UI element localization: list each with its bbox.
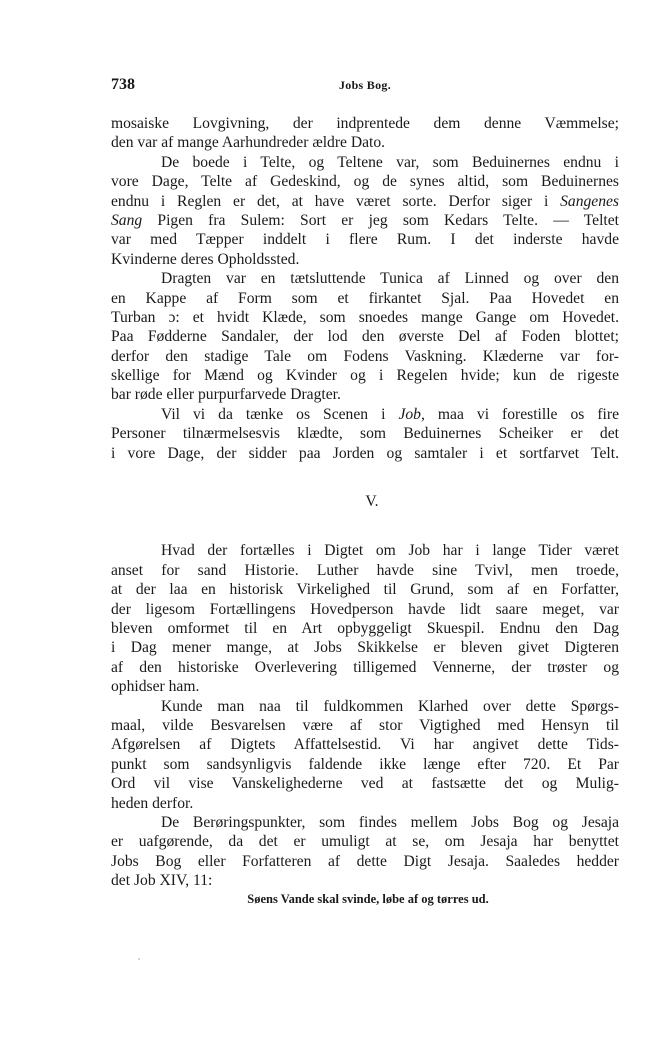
text-line: [111, 405, 619, 424]
paragraph: [111, 269, 619, 405]
running-head: Jobs Bog.: [338, 78, 392, 92]
text-line: Hvad der fortælles i Digtet om Job har i lange Tider været: [161, 542, 619, 560]
page-header: [111, 76, 619, 98]
page-number: 738: [111, 76, 135, 93]
text-line: Dragten var en tætsluttende Tunica af Linned og over den: [161, 270, 619, 288]
paragraph: [111, 153, 619, 269]
text-line: bleven omformet til en Art opbyggeligt Skuespil. Endnu den Dag: [111, 619, 619, 637]
section-heading: V.: [365, 493, 379, 511]
text-line: maal, vilde Besvarelsen være af stor Vigtighed med Hensyn til: [111, 716, 619, 734]
text-line: i Dag mener mange, at Jobs Skikkelse er bleven givet Digteren: [111, 639, 619, 657]
text-line: var med Tæpper inddelt i flere Rum. I det inderste havde: [111, 231, 619, 249]
italic-title: Job,: [398, 405, 425, 423]
paragraph: [111, 405, 619, 463]
text-fragment: Vil vi da tænke os Scenen i: [161, 405, 386, 423]
text-fragment: maa vi forestille os fire: [437, 405, 620, 423]
page-body: [111, 114, 619, 908]
paragraph: [111, 541, 619, 696]
text-line: punkt som sandsynligvis faldende ikke længe efter 720. Et Par: [111, 755, 619, 773]
text-fragment: Pigen fra Sulem: Sort er jeg som Kedars Telte. — Teltet: [157, 211, 619, 229]
text-line: [111, 192, 619, 211]
text-line: skellige for Mænd og Kvinder og i Regelen hvide; kun de rigeste: [111, 367, 619, 385]
text-line: ophidser ham.: [111, 678, 200, 696]
italic-title: Sangenes: [560, 192, 619, 210]
block-quote: Søens Vande skal svinde, løbe af og tørres ud.: [247, 892, 489, 907]
text-line: Personer tilnærmelsesvis klædte, som Beduinernes Scheiker er det: [111, 425, 619, 443]
paragraph: [111, 813, 619, 891]
text-line: af den historiske Overlevering tilligemed Vennerne, der trøster og: [111, 658, 619, 676]
text-line: er uafgørende, da det er umuligt at se, om Jesaja har benyttet: [111, 833, 619, 851]
text-line: der ligesom Fortællingens Hovedperson havde lidt saare meget, var: [111, 600, 619, 618]
text-line: Kvinderne deres Opholdssted.: [111, 250, 300, 268]
text-line: anset for sand Historie. Luther havde sine Tvivl, men troede,: [111, 561, 619, 579]
text-line: [111, 211, 619, 230]
italic-title: Sang: [111, 211, 143, 229]
paragraph: [111, 114, 619, 153]
text-line: Paa Fødderne Sandaler, der lod den øverste Del af Foden blottet;: [111, 328, 619, 346]
text-line: Turban ɔ: et hvidt Klæde, som snoedes mange Gange om Hovedet.: [111, 308, 619, 326]
text-line: derfor den stadige Tale om Fodens Vaskning. Klæderne var for-: [111, 347, 619, 365]
text-fragment: endnu i Reglen er det, at have været sorte. Derfor siger i: [111, 192, 549, 210]
text-line: i vore Dage, der sidder paa Jorden og samtaler i et sortfarvet Telt.: [111, 444, 619, 462]
scan-speck: [138, 958, 140, 960]
text-line: en Kappe af Form som et firkantet Sjal. Paa Hovedet en: [111, 289, 619, 307]
text-line: mosaiske Lovgivning, der indprentede dem denne Væmmelse;: [111, 115, 619, 132]
text-line: De Berøringspunkter, som findes mellem Jobs Bog og Jesaja: [161, 813, 619, 831]
text-line: Jobs Bog eller Forfatteren af dette Digt Jesaja. Saaledes hedder: [111, 852, 619, 870]
text-line: bar røde eller purpurfarvede Dragter.: [111, 386, 341, 404]
text-line: det Job XIV, 11:: [111, 872, 213, 890]
text-line: vore Dage, Telte af Gedeskind, og de synes altid, som Beduinernes: [111, 173, 619, 191]
text-line: heden derfor.: [111, 794, 194, 812]
text-line: Kunde man naa til fuldkommen Klarhed over dette Spørgs-: [161, 697, 619, 715]
text-line: De boede i Telte, og Teltene var, som Beduinernes endnu i: [161, 153, 619, 171]
paragraph: [111, 697, 619, 813]
text-line: den var af mange Aarhundreder ældre Dato.: [111, 134, 386, 152]
text-line: at der laa en historisk Virkelighed til Grund, som af en Forfatter,: [111, 581, 619, 599]
text-line: Afgørelsen af Digtets Affattelsestid. Vi har angivet dette Tids-: [111, 736, 619, 754]
text-line: Ord vil vise Vanskelighederne ved at fastsætte det og Mulig-: [111, 775, 619, 793]
